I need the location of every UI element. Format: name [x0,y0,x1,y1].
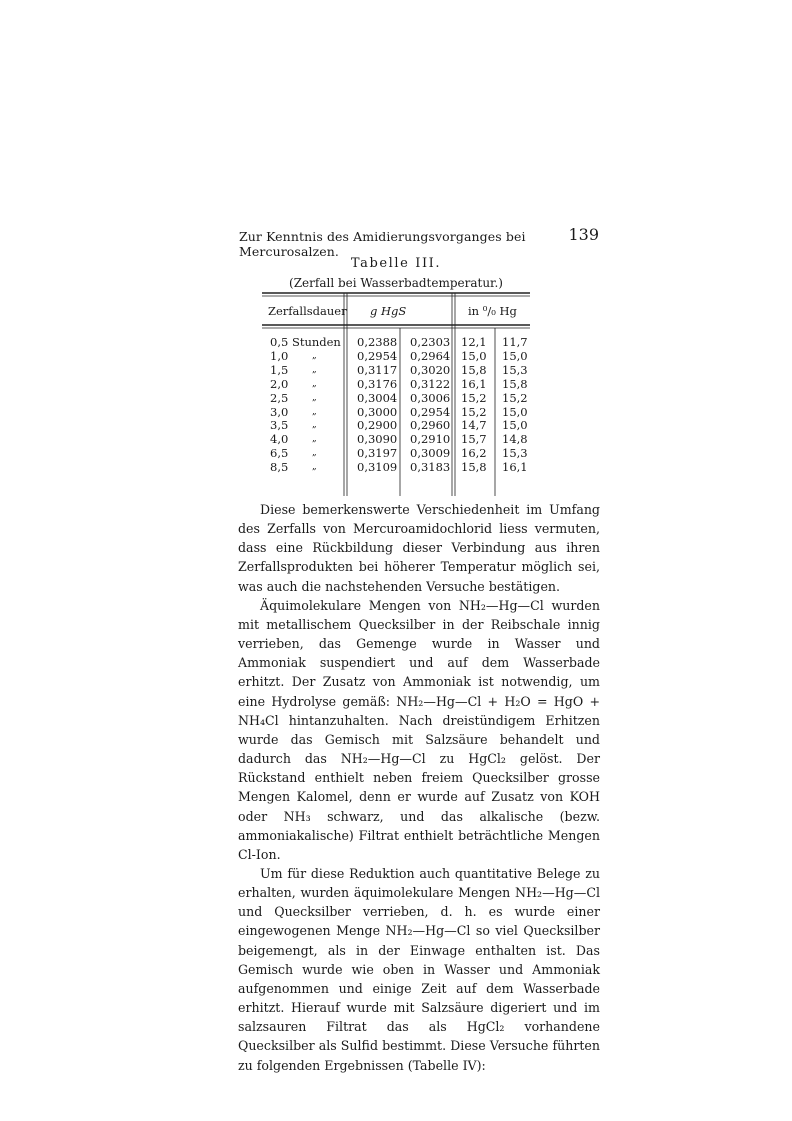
table-cell-hgs1: 0,3197 [357,446,398,461]
table-cell-duration: 0,5 Stunden [270,335,341,349]
table-cell-pct2: 15,3 [502,362,528,377]
table-cell-pct2: 15,8 [502,376,528,391]
table-cell-unit: „ [312,406,317,417]
table-cell-hgs2: 0,3020 [410,362,451,377]
table-cell-duration: 3,0 [270,404,289,419]
table-cell-pct1: 15,8 [461,460,487,475]
table-cell-hgs1: 0,3004 [357,390,398,405]
table-cell-hgs2: 0,3183 [410,460,451,475]
table-cell-duration: 6,5 [270,446,289,461]
table-cell-pct2: 11,7 [502,335,528,349]
table-cell-hgs1: 0,3090 [357,432,398,447]
table-cell-duration: 2,5 [270,390,289,405]
table-cell-unit: „ [312,350,317,361]
table-cell-unit: „ [312,378,317,389]
table-cell-pct2: 15,3 [502,446,528,461]
column-header-hgs: g HgS [370,304,407,318]
table-cell-pct1: 15,2 [461,390,487,405]
table-cell-pct2: 15,0 [502,348,528,363]
paragraph-2: Äquimolekulare Mengen von NH₂—Hg—Cl wurden mit metallischem Quecksilber in der Reibschale innig verrieben, das Gemenge wurde in Wasser und Ammoniak suspendiert und auf dem Wasserbade erhitzt. Der Zusatz von Ammoniak ist notwendig, um eine Hydrolyse gemäß: NH₂—Hg—Cl + H₂O = HgO + NH₄Cl hintanzuhalten. Nach dreistündigem Erhitzen wurde das Gemisch mit Salzsäure behandelt und dadurch das NH₂—Hg—Cl zu HgCl₂ gelöst. Der Rückstand enthielt neben freiem Quecksilber grosse Mengen Kalomel, denn er wurde auf Zusatz von KOH oder NH₃ schwarz, und das alkalische (bezw. ammoniakalische) Filtrat enthielt beträchtliche Mengen Cl-Ion. [238,597,600,862]
table-cell-pct2: 15,2 [502,390,528,405]
table-cell-hgs2: 0,2960 [410,418,451,433]
table-cell-hgs1: 0,3176 [357,376,398,391]
table-cell-pct1: 16,2 [461,446,487,461]
paragraph-3: Um für diese Reduktion auch quantitative Belege zu erhalten, wurden äquimolekulare Mengen NH₂—Hg—Cl und Quecksilber verrieben, d. h. es wurde einer eingewogenen Menge NH₂—Hg—Cl so viel Quecksilber beigemengt, als in der Einwage enthalten ist. Das Gemisch wurde wie oben in Wasser und Ammoniak aufgenommen und einige Zeit auf dem Wasserbade erhitzt. Hierauf wurde mit Salzsäure digeriert und im salzsauren Filtrat das als HgCl₂ vorhandene Quecksilber als Sulfid bestimmt. Diese Versuche führten zu folgenden Ergebnissen (Tabelle IV): [238,865,600,1073]
column-header-percent: in ⁰/₀ Hg [468,304,517,318]
table-cell-hgs1: 0,2900 [357,418,398,433]
table-cell-hgs2: 0,2954 [410,404,451,419]
table-cell-pct1: 12,1 [461,335,487,349]
table-cell-hgs2: 0,3009 [410,446,451,461]
data-table [262,291,530,496]
body-text [238,500,600,1075]
table-cell-hgs2: 0,2910 [410,432,451,447]
table-cell-hgs1: 0,2954 [357,348,398,363]
table-cell-unit: „ [312,434,317,445]
table-cell-hgs2: 0,3122 [410,376,451,391]
table-cell-pct1: 15,7 [461,432,487,447]
table-cell-hgs1: 0,2388 [357,335,398,349]
table-cell-duration: 8,5 [270,460,289,475]
table-cell-pct1: 15,0 [461,348,487,363]
page-header [239,224,599,259]
table-cell-duration: 1,5 [270,362,289,377]
running-title: Zur Kenntnis des Amidierungsvorganges bei Mercurosalzen. [239,229,526,259]
table-cell-duration: 2,0 [270,376,289,391]
table-subtitle: (Zerfall bei Wasserbadtemperatur.) [289,276,503,290]
table-cell-hgs2: 0,2303 [410,335,451,349]
table-cell-pct2: 15,0 [502,418,528,433]
table-cell-unit: „ [312,420,317,431]
page-number: 139 [568,225,599,244]
table-cell-pct1: 15,8 [461,362,487,377]
table-cell-unit: „ [312,462,317,473]
table-cell-pct1: 14,7 [461,418,487,433]
table-cell-pct2: 16,1 [502,460,528,475]
table-cell-duration: 1,0 [270,348,289,363]
column-header-duration: Zerfallsdauer [268,304,347,318]
table-cell-hgs1: 0,3000 [357,404,398,419]
table-cell-pct2: 14,8 [502,432,528,447]
table-cell-duration: 4,0 [270,432,289,447]
table-cell-unit: „ [312,448,317,459]
table-cell-pct1: 15,2 [461,404,487,419]
table-cell-duration: 3,5 [270,418,289,433]
table-cell-pct2: 15,0 [502,404,528,419]
table-cell-hgs1: 0,3109 [357,460,398,475]
paragraph-1: Diese bemerkenswerte Verschiedenheit im Umfang des Zerfalls von Mercuroamidochlorid liess vermuten, dass eine Rückbildung dieser Verbindung aus ihren Zerfallsprodukten bei höherer Temperatur möglich sei, was auch die nachstehenden Versuche bestätigen. [238,502,600,594]
table-title: Tabelle III. [350,256,442,271]
table-cell-unit: „ [312,364,317,375]
table-cell-hgs2: 0,2964 [410,348,451,363]
table-cell-pct1: 16,1 [461,376,487,391]
table-cell-hgs1: 0,3117 [357,362,398,377]
table-cell-hgs2: 0,3006 [410,390,451,405]
table-cell-unit: „ [312,392,317,403]
